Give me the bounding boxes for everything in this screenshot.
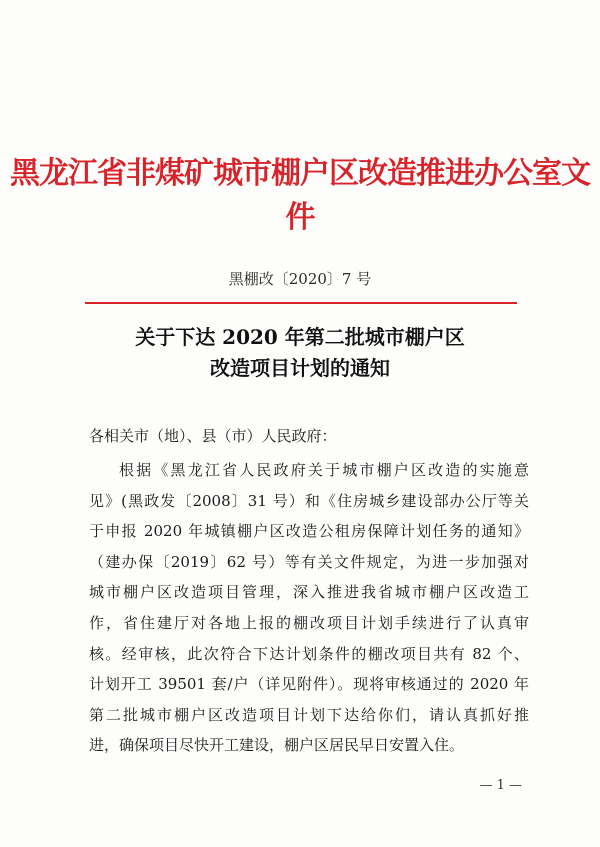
body-line: （建办保〔2019〕62 号）等有关文件规定，为进一步加强对 [89, 552, 530, 571]
page-number: — 1 — [479, 778, 522, 793]
document-masthead: 黑龙江省非煤矿城市棚户区改造推进办公室文件 [10, 156, 590, 235]
body-line: 第二批城市棚户区改造项目计划下达给你们，请认真抓好推 [89, 705, 529, 724]
body-line: 见》(黑政发〔2008〕31 号）和《住房城乡建设部办公厅等关 [89, 491, 529, 510]
body-line: 根据《黑龙江省人民政府关于城市棚户区改造的实施意 [119, 461, 529, 479]
document-title [0, 322, 600, 384]
red-divider-line [85, 302, 517, 304]
document-title-line-1: 关于下达 2020 年第二批城市棚户区 [135, 325, 465, 349]
body-line: 进，确保项目尽快开工建设，棚户区居民早日安置入住。 [89, 736, 465, 755]
body-line: 作，省住建厅对各地上报的棚改项目计划手续进行了认真审 [89, 613, 529, 632]
document-title-line-2: 改造项目计划的通知 [210, 356, 390, 380]
document-number: 黑棚改〔2020〕7 号 [228, 270, 372, 288]
body-line: 于申报 2020 年城镇棚户区改造公租房保障计划任务的通知》 [89, 522, 529, 541]
salutation: 各相关市（地）、县（市）人民政府： [89, 427, 337, 445]
body-paragraph [89, 455, 529, 761]
body-line: 计划开工 39501 套/户（详见附件）。现将审核通过的 2020 年 [89, 675, 529, 694]
body-line: 城市棚户区改造项目管理，深入推进我省城市棚户区改造工 [89, 583, 529, 602]
body-line: 核。经审核，此次符合下达计划条件的棚改项目共有 82 个、 [89, 644, 529, 663]
